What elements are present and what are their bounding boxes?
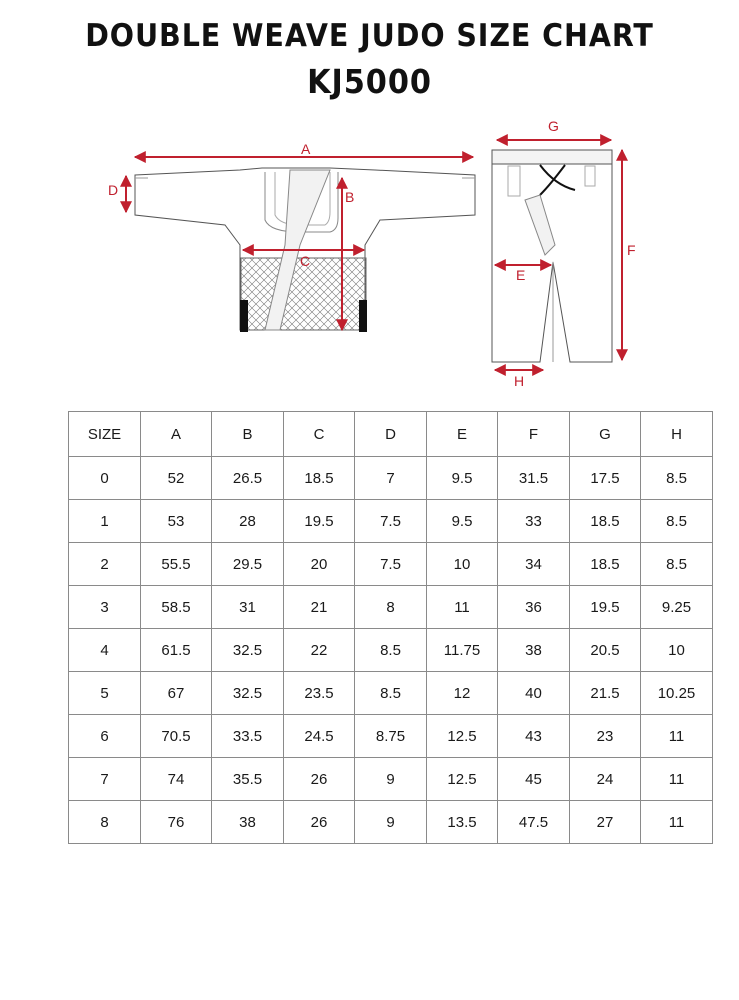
measurement-cell: 10	[427, 543, 498, 586]
size-cell: 4	[69, 629, 141, 672]
measurement-cell: 70.5	[141, 715, 212, 758]
measurement-cell: 9	[355, 801, 427, 844]
measurement-cell: 27	[570, 801, 641, 844]
measurement-cell: 45	[498, 758, 570, 801]
measurement-cell: 19.5	[570, 586, 641, 629]
measurement-cell: 26.5	[212, 457, 284, 500]
size-cell: 3	[69, 586, 141, 629]
measurement-cell: 21	[284, 586, 355, 629]
measurement-cell: 34	[498, 543, 570, 586]
measurement-cell: 28	[212, 500, 284, 543]
measurement-cell: 11	[641, 801, 713, 844]
model-number: KJ5000	[307, 62, 432, 101]
measurement-cell: 38	[498, 629, 570, 672]
measurement-cell: 18.5	[570, 500, 641, 543]
measurement-cell: 52	[141, 457, 212, 500]
measurement-cell: 53	[141, 500, 212, 543]
size-cell: 7	[69, 758, 141, 801]
measurement-cell: 58.5	[141, 586, 212, 629]
measurement-cell: 9	[355, 758, 427, 801]
measurement-cell: 31	[212, 586, 284, 629]
header-h: H	[641, 412, 713, 457]
measurement-cell: 36	[498, 586, 570, 629]
measurement-cell: 11	[641, 715, 713, 758]
measurement-cell: 8.75	[355, 715, 427, 758]
measurement-cell: 9.5	[427, 457, 498, 500]
measurement-cell: 17.5	[570, 457, 641, 500]
measurement-cell: 7.5	[355, 543, 427, 586]
table-row	[69, 586, 713, 629]
measurement-cell: 12.5	[427, 758, 498, 801]
table-row	[69, 500, 713, 543]
measurement-cell: 74	[141, 758, 212, 801]
measurement-cell: 22	[284, 629, 355, 672]
measurement-cell: 23.5	[284, 672, 355, 715]
measurement-cell: 67	[141, 672, 212, 715]
measurement-cell: 61.5	[141, 629, 212, 672]
label-g: G	[548, 118, 559, 134]
measurement-cell: 11	[427, 586, 498, 629]
measurement-cell: 11.75	[427, 629, 498, 672]
table-row	[69, 801, 713, 844]
label-b: B	[345, 189, 355, 205]
label-d: D	[108, 182, 119, 198]
header-size: SIZE	[69, 412, 141, 457]
measurement-cell: 23	[570, 715, 641, 758]
table-row	[69, 715, 713, 758]
label-h: H	[514, 373, 525, 389]
header-f: F	[498, 412, 570, 457]
table-row	[69, 543, 713, 586]
measurement-cell: 8.5	[641, 500, 713, 543]
table-row	[69, 758, 713, 801]
measurement-cell: 29.5	[212, 543, 284, 586]
measurement-cell: 10.25	[641, 672, 713, 715]
measurement-cell: 38	[212, 801, 284, 844]
label-f: F	[627, 242, 636, 258]
measurement-cell: 18.5	[284, 457, 355, 500]
header-e: E	[427, 412, 498, 457]
measurement-cell: 76	[141, 801, 212, 844]
measurement-cell: 55.5	[141, 543, 212, 586]
measurement-cell: 43	[498, 715, 570, 758]
chart-title: DOUBLE WEAVE JUDO SIZE CHART	[85, 18, 654, 54]
measurement-cell: 12.5	[427, 715, 498, 758]
table-row	[69, 629, 713, 672]
measurement-cell: 32.5	[212, 672, 284, 715]
size-cell: 8	[69, 801, 141, 844]
size-cell: 0	[69, 457, 141, 500]
label-e: E	[516, 267, 526, 283]
measurement-cell: 8.5	[355, 672, 427, 715]
measurement-cell: 11	[641, 758, 713, 801]
measurement-cell: 40	[498, 672, 570, 715]
measurement-cell: 31.5	[498, 457, 570, 500]
measurement-cell: 18.5	[570, 543, 641, 586]
label-c: C	[300, 253, 311, 269]
measurement-cell: 24	[570, 758, 641, 801]
size-cell: 1	[69, 500, 141, 543]
measurement-cell: 20	[284, 543, 355, 586]
size-cell: 2	[69, 543, 141, 586]
pants-drawing	[492, 150, 612, 362]
size-diagram	[0, 0, 739, 400]
label-a: A	[301, 141, 311, 157]
measurement-cell: 21.5	[570, 672, 641, 715]
measurement-cell: 7.5	[355, 500, 427, 543]
measurement-cell: 20.5	[570, 629, 641, 672]
measurement-cell: 8	[355, 586, 427, 629]
measurement-cell: 10	[641, 629, 713, 672]
measurement-cell: 9.5	[427, 500, 498, 543]
measurement-cell: 13.5	[427, 801, 498, 844]
measurement-cell: 24.5	[284, 715, 355, 758]
measurement-cell: 19.5	[284, 500, 355, 543]
measurement-cell: 9.25	[641, 586, 713, 629]
measurement-cell: 26	[284, 758, 355, 801]
measurement-cell: 8.5	[641, 457, 713, 500]
measurement-cell: 8.5	[355, 629, 427, 672]
measurement-cell: 47.5	[498, 801, 570, 844]
measurement-cell: 26	[284, 801, 355, 844]
header-c: C	[284, 412, 355, 457]
measurement-cell: 12	[427, 672, 498, 715]
table-row	[69, 672, 713, 715]
measurement-cell: 7	[355, 457, 427, 500]
measurement-cell: 35.5	[212, 758, 284, 801]
header-a: A	[141, 412, 212, 457]
table-row	[69, 457, 713, 500]
size-table	[68, 411, 713, 844]
size-cell: 6	[69, 715, 141, 758]
measurement-cell: 33	[498, 500, 570, 543]
measurement-cell: 32.5	[212, 629, 284, 672]
header-g: G	[570, 412, 641, 457]
header-b: B	[212, 412, 284, 457]
size-cell: 5	[69, 672, 141, 715]
measurement-cell: 33.5	[212, 715, 284, 758]
header-d: D	[355, 412, 427, 457]
table-header-row	[69, 412, 713, 457]
measurement-cell: 8.5	[641, 543, 713, 586]
